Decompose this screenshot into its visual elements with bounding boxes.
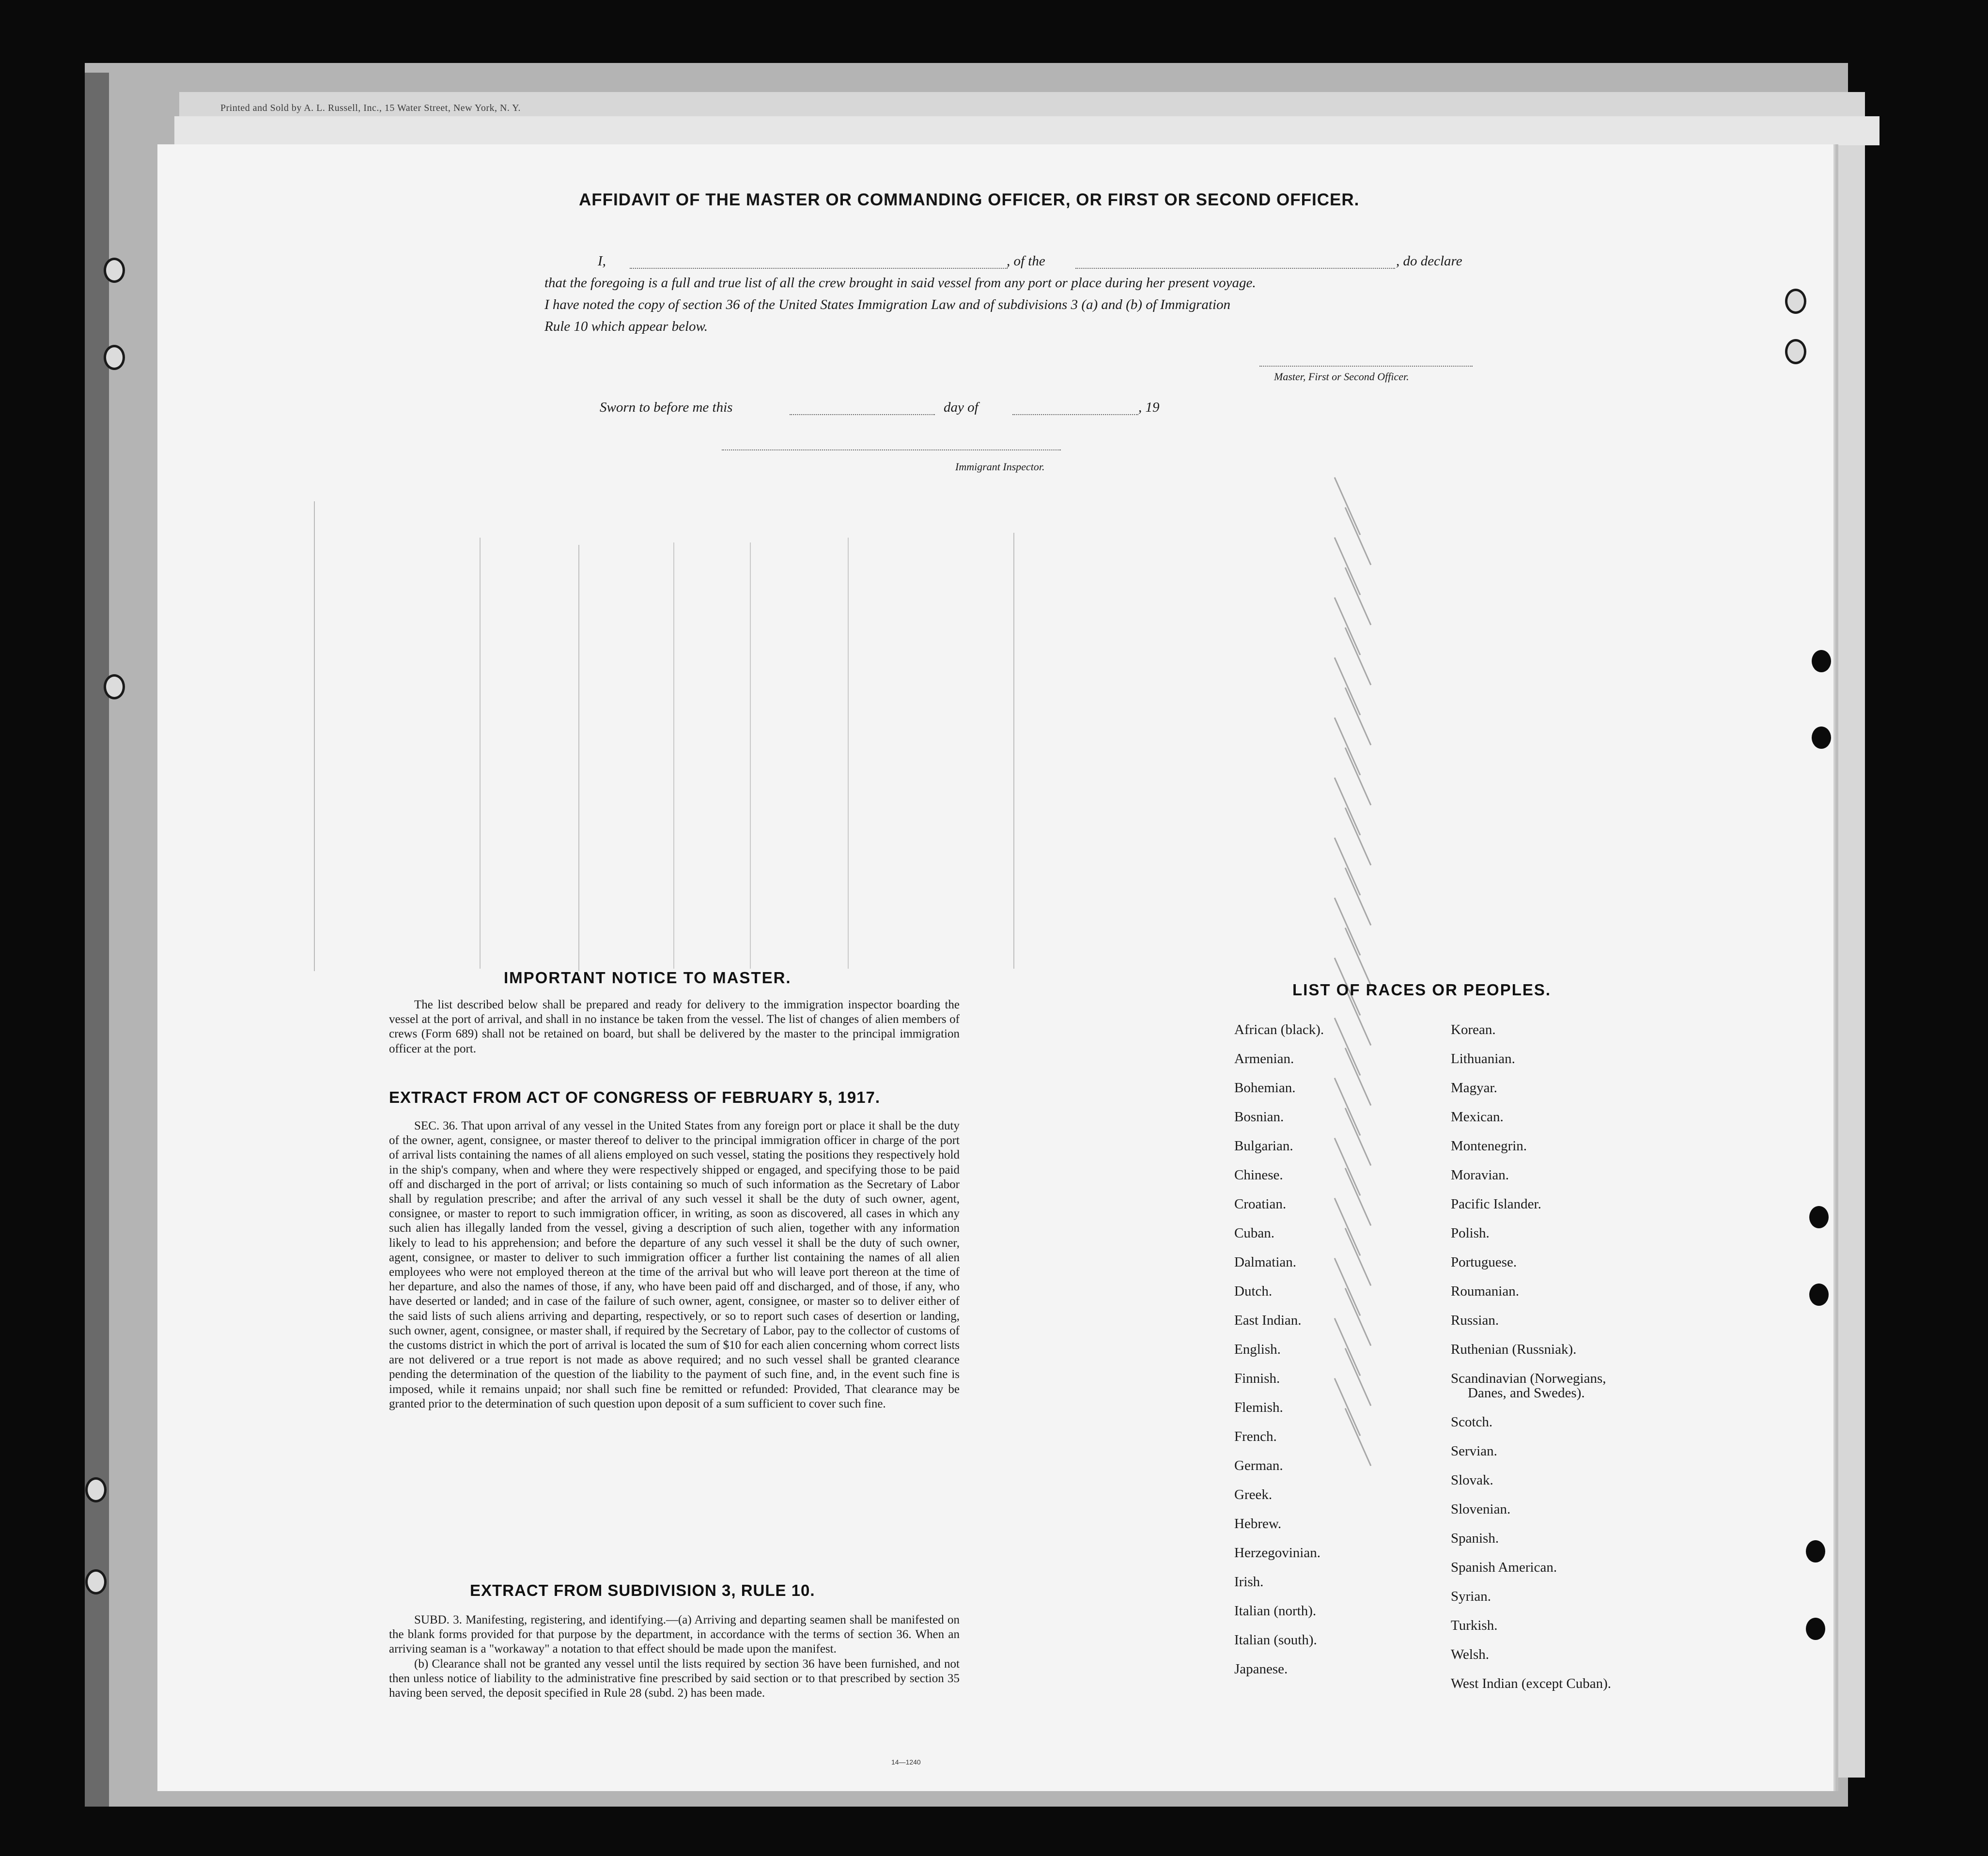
race-item: Russian. (1451, 1313, 1499, 1328)
name-blank-line (630, 268, 1008, 269)
binder-hole-icon (1812, 727, 1831, 749)
race-item: West Indian (except Cuban). (1451, 1676, 1612, 1691)
race-item: Japanese. (1234, 1661, 1288, 1677)
race-item: Ruthenian (Russniak). (1451, 1342, 1577, 1357)
sworn-day-blank (790, 414, 935, 415)
column-rule (673, 542, 674, 969)
race-item: Dutch. (1234, 1284, 1273, 1299)
year-label: , 19 (1138, 400, 1160, 415)
race-item: Irish. (1234, 1574, 1264, 1590)
notice-paragraph: The list described below shall be prepared and ready for delivery to the immigration inspector boarding the vessel at the port of arrival, and shall in no instance be taken from the vessel. The list of changes of alien members of crews (Form 689) shall not be retained on board, but shall be delivered by the master to the principal immigration officer at the port. (389, 998, 960, 1055)
column-rule (750, 542, 751, 969)
binder-hole-icon (1785, 339, 1806, 364)
race-item: Italian (north). (1234, 1603, 1317, 1619)
race-item: Finnish. (1234, 1371, 1280, 1386)
race-item: Polish. (1451, 1225, 1490, 1241)
master-signature-label: Master, First or Second Officer. (1274, 371, 1409, 383)
race-item: East Indian. (1234, 1313, 1302, 1328)
race-item: Bulgarian. (1234, 1138, 1293, 1154)
race-item: Dalmatian. (1234, 1254, 1297, 1270)
affidavit-i-label: I, (598, 253, 606, 269)
race-item: Lithuanian. (1451, 1051, 1515, 1067)
act-body (389, 1119, 960, 1411)
race-item: Turkish. (1451, 1618, 1498, 1633)
binder-hole-icon (1806, 1540, 1825, 1562)
race-item: English. (1234, 1342, 1281, 1357)
act-title: EXTRACT FROM ACT OF CONGRESS OF FEBRUARY 5, 1917. (389, 1088, 881, 1106)
race-item: Chinese. (1234, 1167, 1283, 1183)
race-item: Bosnian. (1234, 1109, 1284, 1125)
binder-hole-icon (1809, 1284, 1829, 1306)
race-item: Scandinavian (Norwegians, (1451, 1371, 1606, 1386)
race-item: Servian. (1451, 1443, 1497, 1459)
race-item: Scotch. (1451, 1414, 1493, 1430)
race-item: Magyar. (1451, 1080, 1497, 1096)
race-item: Bohemian. (1234, 1080, 1296, 1096)
race-item: Moravian. (1451, 1167, 1509, 1183)
race-item: Roumanian. (1451, 1284, 1519, 1299)
race-item: Spanish American. (1451, 1560, 1557, 1575)
affidavit-title: AFFIDAVIT OF THE MASTER OR COMMANDING OFFICER, OR FIRST OR SECOND OFFICER. (579, 190, 1360, 209)
column-rule (1013, 533, 1014, 969)
under-page-strip (174, 116, 1879, 145)
sworn-label: Sworn to before me this (600, 400, 733, 415)
race-item: Syrian. (1451, 1589, 1491, 1604)
race-item: Slovak. (1451, 1472, 1493, 1488)
race-item: Herzegovinian. (1234, 1545, 1320, 1561)
race-item: Italian (south). (1234, 1632, 1317, 1648)
race-item: Danes, and Swedes). (1468, 1385, 1585, 1401)
binder-hole-icon (1785, 289, 1806, 314)
affidavit-line-4: Rule 10 which appear below. (544, 319, 708, 334)
race-item: Mexican. (1451, 1109, 1504, 1125)
race-item: Cuban. (1234, 1225, 1274, 1241)
column-rule (480, 538, 481, 969)
binder-hole-icon (104, 674, 125, 699)
page-edge (85, 73, 109, 1807)
binder-hole-icon (1806, 1618, 1825, 1640)
do-declare-label: , do declare (1396, 253, 1462, 269)
race-item: Portuguese. (1451, 1254, 1517, 1270)
races-title: LIST OF RACES OR PEOPLES. (1292, 981, 1552, 999)
binder-hole-icon (85, 1569, 107, 1594)
race-item: Flemish. (1234, 1400, 1283, 1415)
race-item: Welsh. (1451, 1647, 1490, 1662)
race-item: Pacific Islander. (1451, 1196, 1541, 1212)
column-rule (578, 545, 579, 971)
inspector-signature-label: Immigrant Inspector. (955, 461, 1045, 473)
column-rule (848, 538, 849, 969)
binder-hole-icon (104, 345, 125, 370)
race-item: Korean. (1451, 1022, 1496, 1037)
binder-hole-icon (85, 1477, 107, 1502)
race-item: Slovenian. (1451, 1501, 1511, 1517)
notice-body (389, 998, 960, 1056)
affidavit-page (157, 144, 1833, 1791)
race-item: Montenegrin. (1451, 1138, 1527, 1154)
rule-title: EXTRACT FROM SUBDIVISION 3, RULE 10. (470, 1581, 815, 1599)
printer-imprint: Printed and Sold by A. L. Russell, Inc., 15 Water Street, New York, N. Y. (220, 103, 521, 113)
rule-body (389, 1613, 960, 1701)
race-item: German. (1234, 1458, 1283, 1473)
race-item: African (black). (1234, 1022, 1324, 1037)
of-the-label: , of the (1007, 253, 1045, 269)
binder-hole-icon (1812, 650, 1831, 672)
rule-paragraph-b: (b) Clearance shall not be granted any vessel until the lists required by section 36 have been furnished, and not then unless notice of liability to the administrative fine prescribed by said section or to that prescribed by section 35 having been served, the deposit specified in Rule 28 (subd. 2) has been made. (389, 1657, 960, 1700)
race-item: Hebrew. (1234, 1516, 1282, 1531)
affidavit-line-3: I have noted the copy of section 36 of the United States Immigration Law and of subdivisions 3 (a) and (b) of Immigration (544, 297, 1231, 312)
race-item: Greek. (1234, 1487, 1273, 1502)
race-item: Spanish. (1451, 1531, 1499, 1546)
binder-hole-icon (1809, 1206, 1829, 1228)
rule-paragraph-a: SUBD. 3. Manifesting, registering, and identifying.—(a) Arriving and departing seamen shall be manifested on the blank forms provided for that purpose by the department, in accordance with the terms of section 36. When an arriving seaman is a "workaway" a notation to that effect should be made upon the manifest. (389, 1613, 960, 1656)
sworn-month-blank (1012, 414, 1138, 415)
race-item: French. (1234, 1429, 1277, 1444)
day-of-label: day of (944, 400, 978, 415)
master-signature-line (1259, 366, 1473, 367)
column-rule (314, 501, 315, 971)
inspector-signature-line (722, 449, 1061, 450)
notice-title: IMPORTANT NOTICE TO MASTER. (504, 969, 792, 987)
form-code: 14—1240 (891, 1758, 921, 1766)
race-item: Croatian. (1234, 1196, 1287, 1212)
affidavit-line-2: that the foregoing is a full and true list of all the crew brought in said vessel from any port or place during her present voyage. (544, 275, 1256, 291)
binder-hole-icon (104, 258, 125, 283)
race-item: Armenian. (1234, 1051, 1294, 1067)
vessel-blank-line (1075, 268, 1395, 269)
act-paragraph: SEC. 36. That upon arrival of any vessel in the United States from any foreign port or place it shall be the duty of the owner, agent, consignee, or master thereof to deliver to the principal immigration officer in charge of the port of arrival lists containing the names of all aliens employed on such vessel, stating the positions they respectively hold in the ship's company, when and where they were respectively shipped or engaged, and specifying those to be paid off and discharged in the port of arrival; or lists containing so much of such information as the Secretary of Labor shall by regulation prescribe; and after the arrival of any such vessel it shall be the duty of such owner, agent, consignee, or master to report to such immigration officer, in writing, as soon as discovered, all cases in which any such alien has illegally landed from the vessel, giving a description of such alien, together with any information likely to lead to his apprehension; and before the departure of any such vessel it shall be the duty of such owner, agent, consignee, or master to deliver to such immigration officer a further list containing the names of all alien employees who were not employed thereon at the time of the arrival but who will leave port thereon at the time of her departure, and also the names of those, if any, who have been paid off and discharged, and of those, if any, who have deserted or landed; and in case of the failure of such owner, agent, consignee, or master so to deliver either of the said lists of such aliens arriving and departing, respectively, or so to report such cases of desertion or landing, such owner, agent, consignee, or master shall, if required by the Secretary of Labor, pay to the collector of customs of the customs district in which the port of arrival is located the sum of $10 for each alien concerning whom correct lists are not delivered or a true report is not made as above required; and no such vessel shall be granted clearance pending the determination of the question of the liability to the payment of such fine, and, in the event such fine is imposed, while it remains unpaid; nor shall such fine be remitted or refunded: Provided, That clearance may be granted prior to the determination of such question upon deposit of a sum sufficient to cover such fine. (389, 1119, 960, 1410)
